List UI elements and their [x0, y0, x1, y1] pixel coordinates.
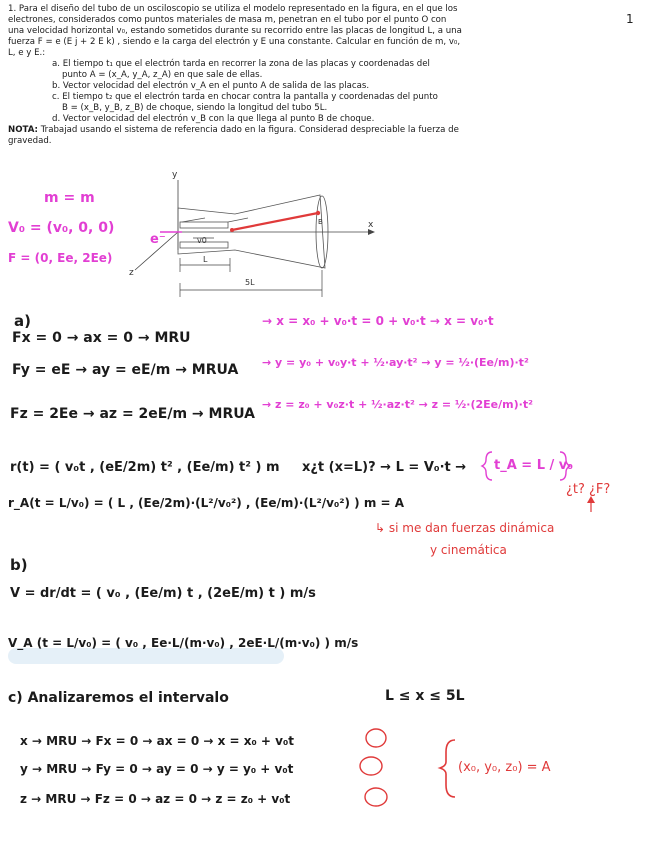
- fx-line: Fx = 0 → ax = 0 → MRU: [12, 330, 191, 346]
- rA-vector: r_A(t = L/v₀) = ( L , (Ee/2m)·(L²/v₀²) , (Ee/m)·(L²/v₀²) ) m = A: [8, 496, 405, 510]
- given-force: F = (0, Ee, 2Ee): [8, 251, 113, 265]
- item-d: d. Vector velocidad del electrón v_B con la que llega al punto B de choque.: [52, 114, 375, 124]
- item-a-line2: punto A = (x_A, y_A, z_A) en que sale de ellas.: [62, 70, 263, 80]
- trajectory-line: [232, 213, 318, 230]
- page-number: 1: [626, 12, 634, 26]
- result-brace: [440, 740, 455, 797]
- item-c-line1: c. El tiempo t₂ que el electrón tarda en chocar contra la pantalla y coordenadas del punto: [52, 92, 438, 102]
- fz-line: Fz = 2Ee → az = 2eE/m → MRUA: [10, 406, 256, 422]
- highlight-vA: [8, 648, 284, 664]
- nota-text: Trabajad usando el sistema de referencia dado en la figura. Considerad despreciable la fuerza de gravedad.: [8, 125, 459, 146]
- fy-line: Fy = eE → ay = eE/m → MRUA: [12, 362, 239, 378]
- part-a-label: a): [14, 312, 31, 330]
- tA-result: t_A = L / v₀: [494, 458, 573, 473]
- fig-x-label: x: [368, 220, 374, 230]
- interval: L ≤ x ≤ 5L: [385, 688, 465, 704]
- fx-pink: → x = x₀ + v₀·t = 0 + v₀·t → x = v₀·t: [262, 314, 494, 328]
- brace-result: (x₀, y₀, z₀) = A: [458, 760, 551, 775]
- part-c-label: c) Analizaremos el intervalo: [8, 690, 229, 706]
- red-question: ¿t? ¿F?: [566, 482, 611, 497]
- position-vector: r(t) = ( v₀t , (eE/2m) t² , (Ee/m) t² ) m: [10, 460, 280, 475]
- electron-label: e⁻: [150, 232, 166, 247]
- fig-v0-label: v0: [197, 236, 207, 245]
- part-b-label: b): [10, 556, 28, 574]
- x-question: x¿t (x=L)? → L = V₀·t →: [302, 460, 467, 475]
- red-note-2: y cinemática: [430, 543, 507, 557]
- fig-y-label: y: [172, 170, 178, 180]
- fig-5L-label: 5L: [245, 278, 255, 287]
- fy-pink: → y = y₀ + v₀y·t + ½·ay·t² → y = ½·(Ee/m)·t²: [262, 356, 529, 369]
- nota-label: NOTA:: [8, 125, 38, 135]
- tube-outline: [178, 195, 325, 268]
- y-mru-line: y → MRU → Fy = 0 → ay = 0 → y = y₀ + v₀t: [20, 762, 294, 776]
- plate-top: [180, 222, 228, 228]
- velocity-vector: V = dr/dt = ( v₀ , (Ee/m) t , (2eE/m) t ) m/s: [10, 586, 316, 601]
- x-mru-line: x → MRU → Fx = 0 → ax = 0 → x = x₀ + v₀t: [20, 734, 294, 748]
- z-mru-line: z → MRU → Fz = 0 → az = 0 → z = z₀ + v₀t: [20, 792, 291, 806]
- red-note-1: ↳ si me dan fuerzas dinámica: [375, 521, 555, 535]
- given-v0: V₀ = (v₀, 0, 0): [8, 220, 115, 236]
- problem-intro: 1. Para el diseño del tubo de un osciloscopio se utiliza el modelo representado en la figura, en el que los electrones, considerados como puntos materiales de masa m, penetran en el tubo por el punto O con una velocidad horizontal v₀, estando sometidos durante su recorrido entre las placas de longitud L, a una fuerza F = e (E j + 2 E k) , siendo e la carga del electrón y E una constante. Calcular en función de m, v₀, L, e y E.:: [8, 4, 462, 58]
- item-c-line2: B = (x_B, y_B, z_B) de choque, siendo la longitud del tubo 5L.: [62, 103, 328, 113]
- fig-L-label: L: [203, 255, 208, 264]
- fz-pink: → z = z₀ + v₀z·t + ½·az·t² → z = ½·(2Ee/m)·t²: [262, 398, 533, 411]
- fig-z-label: z: [129, 268, 134, 278]
- item-a-line1: a. El tiempo t₁ que el electrón tarda en recorrer la zona de las placas y coordenadas del: [52, 59, 430, 69]
- item-b: b. Vector velocidad del electrón v_A en el punto A de salida de las placas.: [52, 81, 370, 91]
- fig-B-label: B: [318, 218, 323, 226]
- given-mass: m = m: [44, 190, 95, 206]
- vA-vector: V_A (t = L/v₀) = ( v₀ , Ee·L/(m·v₀) , 2eE·L/(m·v₀) ) m/s: [8, 636, 359, 650]
